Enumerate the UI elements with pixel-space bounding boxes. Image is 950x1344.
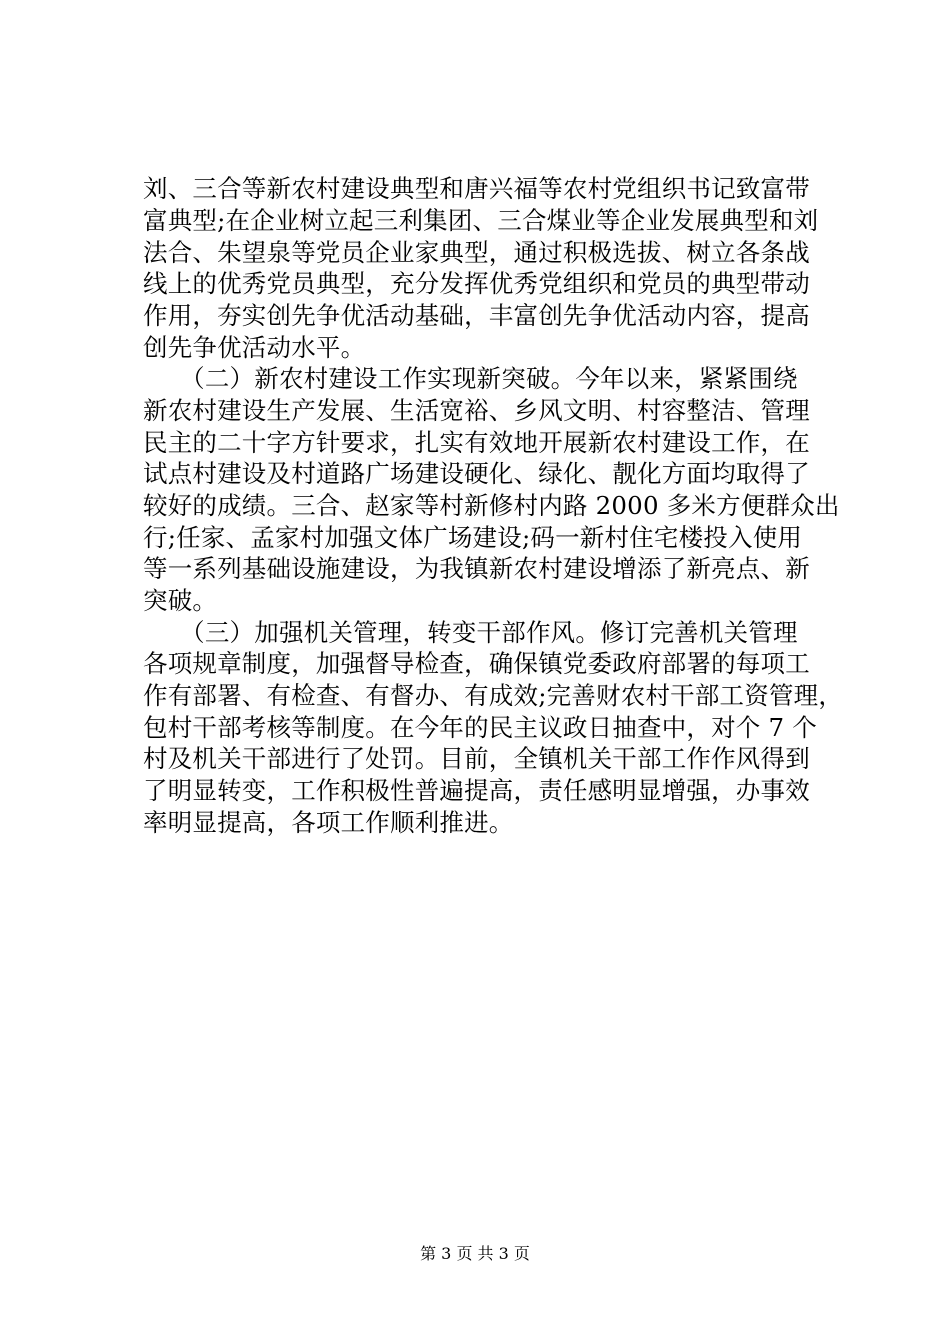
text-line: 了明显转变，工作积极性普遍提高，责任感明显增强，办事效 bbox=[143, 776, 810, 805]
text-line: 较好的成绩。三合、赵家等村新修村内路 2000 多米方便群众出 bbox=[143, 491, 840, 520]
text-line: 刘、三合等新农村建设典型和唐兴福等农村党组织书记致富带 bbox=[143, 174, 810, 203]
text-line: 等一系列基础设施建设，为我镇新农村建设增添了新亮点、新 bbox=[143, 554, 810, 583]
text-line: 行;任家、孟家村加强文体广场建设;码一新村住宅楼投入使用 bbox=[143, 523, 803, 552]
text-line: 包村干部考核等制度。在今年的民主议政日抽查中，对个 7 个 bbox=[143, 713, 817, 742]
text-line: （三）加强机关管理，转变干部作风。修订完善机关管理 bbox=[143, 618, 798, 647]
text-line: 突破。 bbox=[143, 586, 218, 615]
page-number-footer: 第 3 页 共 3 页 bbox=[420, 1244, 530, 1263]
text-line: 线上的优秀党员典型，充分发挥优秀党组织和党员的典型带动 bbox=[143, 269, 810, 298]
text-line: 创先争优活动水平。 bbox=[143, 333, 366, 362]
text-line: 各项规章制度，加强督导检查，确保镇党委政府部署的每项工 bbox=[143, 649, 810, 678]
text-line: 村及机关干部进行了处罚。目前，全镇机关干部工作作风得到 bbox=[143, 744, 810, 773]
text-line: 率明显提高，各项工作顺利推进。 bbox=[143, 808, 514, 837]
text-line: 作有部署、有检查、有督办、有成效;完善财农村干部工资管理， bbox=[143, 681, 844, 710]
text-line: 富典型;在企业树立起三利集团、三合煤业等企业发展典型和刘 bbox=[143, 206, 819, 235]
text-line: 新农村建设生产发展、生活宽裕、乡风文明、村容整洁、管理 bbox=[143, 396, 810, 425]
text-line: 试点村建设及村道路广场建设硬化、绿化、靓化方面均取得了 bbox=[143, 459, 810, 488]
text-line: 法合、朱望泉等党员企业家典型，通过积极选拔、树立各条战 bbox=[143, 238, 810, 267]
text-line: 作用，夯实创先争优活动基础，丰富创先争优活动内容，提高 bbox=[143, 301, 810, 330]
text-line: 民主的二十字方针要求，扎实有效地开展新农村建设工作，在 bbox=[143, 428, 810, 457]
text-line: （二）新农村建设工作实现新突破。今年以来，紧紧围绕 bbox=[143, 364, 798, 393]
